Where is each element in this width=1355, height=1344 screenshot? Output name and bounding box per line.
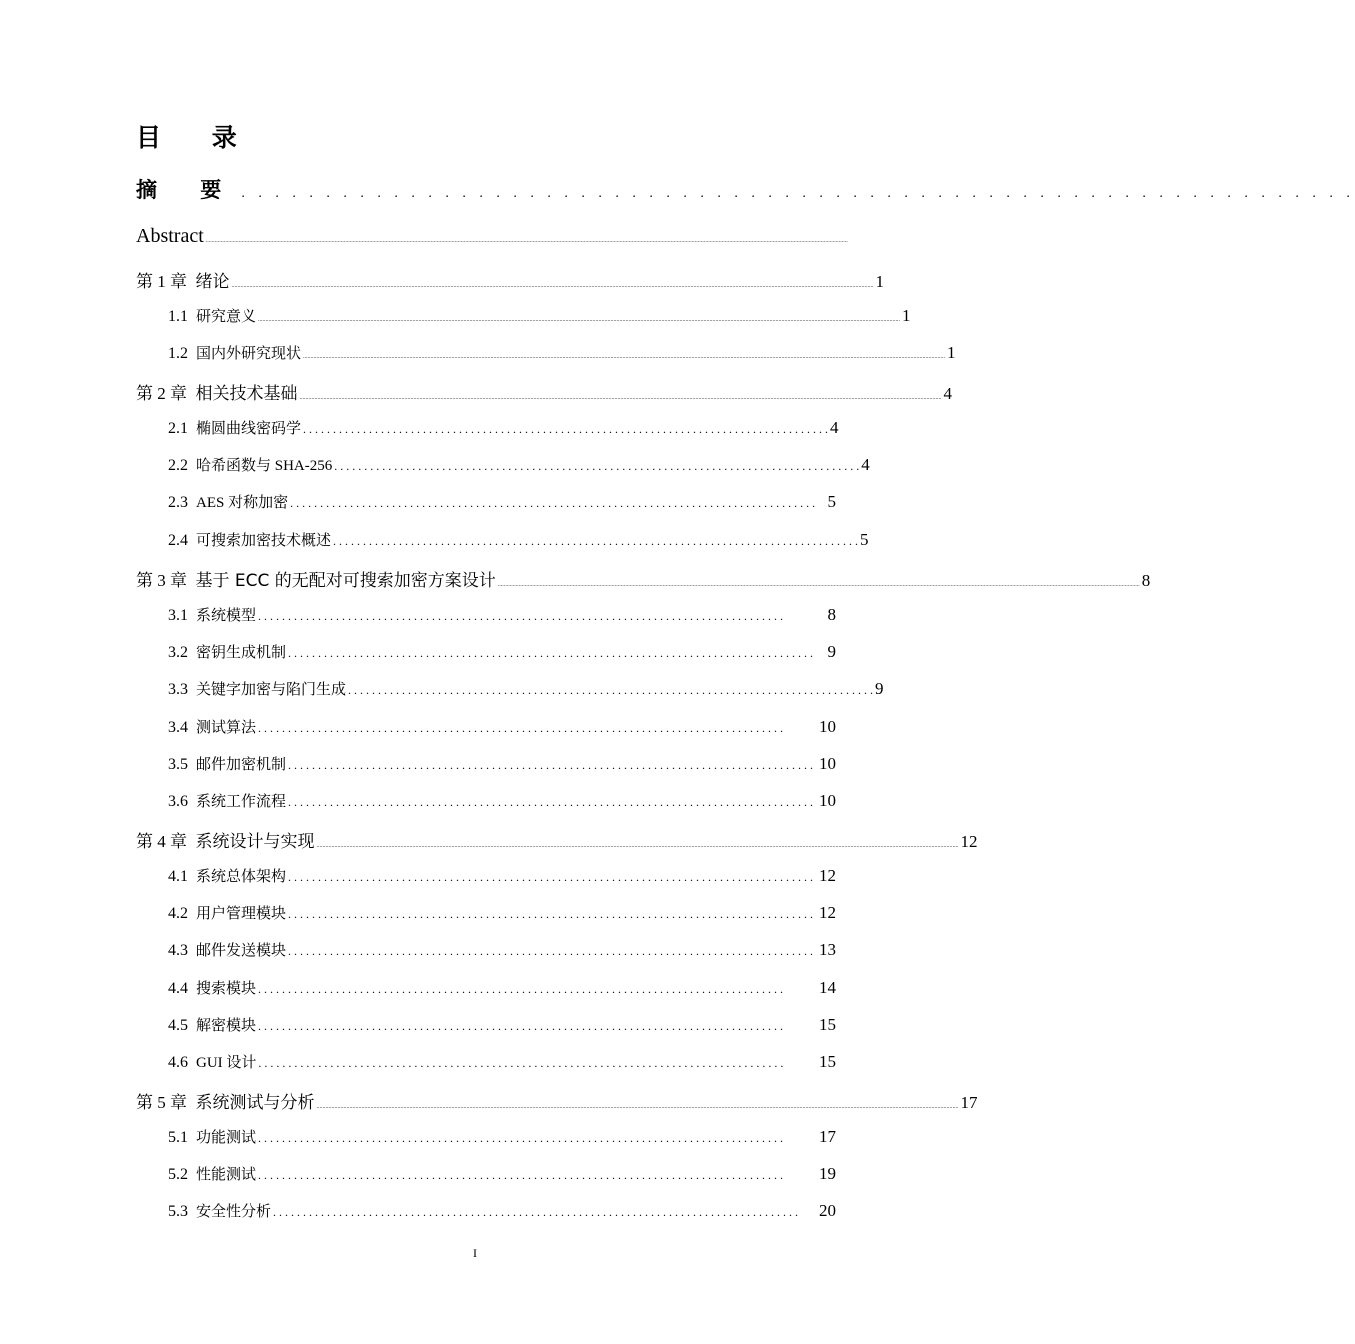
dot-leader: . . . . . . . . . . . . . . . . . . . . . . . . . . . . . . . . . . . . . . . . . . . . . . . . . . . . . . . . . . . . . . . . . . . . . . . . . . . . . . . . . . . . . . . . xyxy=(258,1019,784,1033)
page-number: 1 xyxy=(902,306,911,325)
page-number: 13 xyxy=(819,940,836,959)
section-number: 5.1 xyxy=(168,1129,188,1146)
dot-leader: ............................................................................................................................................................................................................................................................................................................................................................................................................................................ xyxy=(299,395,942,401)
section-number: 3.1 xyxy=(168,607,188,624)
section-number: 3.5 xyxy=(168,756,188,773)
dot-leader: . . . . . . . . . . . . . . . . . . . . . . . . . . . . . . . . . . . . . . . . . . . . . . . . . . . . . . . . . . . . . . . . . . . . . . . . . . . . . . . . . . . . . . . . xyxy=(258,1056,784,1070)
section-number: 1.2 xyxy=(168,345,188,362)
section-title: AES 对称加密 xyxy=(196,495,289,511)
page-number: 12 xyxy=(819,866,836,885)
page-number: 10 xyxy=(819,754,836,773)
chapter-number: 第 1 章 xyxy=(136,272,187,291)
page-number: 17 xyxy=(819,1127,836,1146)
section-number: 4.3 xyxy=(168,942,188,959)
chapter-number: 第 4 章 xyxy=(136,832,187,851)
section-number: 3.6 xyxy=(168,793,188,810)
toc-entry-section-3-6[interactable] xyxy=(168,790,836,820)
page-number: 9 xyxy=(875,679,884,698)
toc-entry-section-4-4[interactable] xyxy=(168,977,836,1007)
section-title: GUI 设计 xyxy=(196,1055,257,1071)
section-title: 椭圆曲线密码学 xyxy=(196,421,302,437)
section-number: 4.4 xyxy=(168,980,188,997)
dot-leader: . . . . . . . . . . . . . . . . . . . . . . . . . . . . . . . . . . . . . . . . . . . . . . . . . . . . . . . . . . . . . . . . . . . . . . . . . . . . . . . . . . . . . . . . xyxy=(258,721,784,735)
toc-entry-section-1-1[interactable] xyxy=(168,305,911,335)
toc-entry-section-5-1[interactable] xyxy=(168,1126,836,1156)
page-number: 5 xyxy=(860,530,869,549)
page-number: 4 xyxy=(830,418,839,437)
toc-entry-section-1-2[interactable] xyxy=(168,342,956,372)
dot-leader: . . . . . . . . . . . . . . . . . . . . . . . . . . . . . . . . . . . . . . . . . . . . . . . . . . . . . . . . . . . . . . . . . . . . . . . . . . . . . . . . . . . . . . . . xyxy=(333,534,859,548)
dot-leader: . . . . . . . . . . . . . . . . . . . . . . . . . . . . . . . . . . . . . . . . . . . . . . . . . . . . . . . . . . . . . . . . . . . . . . . . . . . . . . . . . . . . . . . . xyxy=(258,1168,784,1182)
dot-leader: ............................................................................................................................................................................................................................................................................................................................................................................................................................................ xyxy=(497,582,1140,588)
dot-leader: . . . . . . . . . . . . . . . . . . . . . . . . . . . . . . . . . . . . . . . . . . . . . . . . . . . . . . . . . . . . . . . . . . . . . . . . . . . . . . . . . . . . . . . . xyxy=(288,758,814,772)
chapter-number: 第 3 章 xyxy=(136,571,187,590)
toc-entry-section-3-2[interactable] xyxy=(168,641,836,671)
toc-entry-abstract-cn[interactable] xyxy=(136,174,1355,204)
toc-entry-section-4-5[interactable] xyxy=(168,1014,836,1044)
chapter-title: 相关技术基础 xyxy=(195,384,298,404)
dot-leader: ............................................................................................................................................................................................................................................................................................................................................................................................................................................ xyxy=(303,354,946,360)
dot-leader: . . . . . . . . . . . . . . . . . . . . . . . . . . . . . . . . . . . . . . . . . . . . . . . . . . . . . . . . . . . . . . . . . . . . . . . . . . . . . . . . . . . . . . . . xyxy=(258,1131,784,1145)
section-number: 4.1 xyxy=(168,868,188,885)
page-number: 9 xyxy=(827,642,836,661)
toc-entry-section-4-1[interactable] xyxy=(168,865,836,895)
toc-entry-section-4-2[interactable] xyxy=(168,902,836,932)
toc-entry-label: 摘 要 xyxy=(136,178,240,202)
section-title: 性能测试 xyxy=(196,1167,257,1183)
section-number: 5.2 xyxy=(168,1166,188,1183)
toc-entry-section-2-4[interactable] xyxy=(168,529,869,559)
page-number: 15 xyxy=(819,1052,836,1071)
dot-leader: . . . . . . . . . . . . . . . . . . . . . . . . . . . . . . . . . . . . . . . . . . . . . . . . . . . . . . . . . . . . . . . . . . . . . . . . . . . . . . . . . . . . . . . . xyxy=(290,496,816,510)
section-number: 3.4 xyxy=(168,719,188,736)
section-title: 关键字加密与陷门生成 xyxy=(196,682,347,698)
chapter-title: 基于 ECC 的无配对可搜索加密方案设计 xyxy=(195,571,496,591)
toc-entry-chapter-1[interactable] xyxy=(136,267,884,297)
chapter-title: 绪论 xyxy=(195,272,230,292)
dot-leader: . . . . . . . . . . . . . . . . . . . . . . . . . . . . . . . . . . . . . . . . . . . . . . . . . . . . . . . . . . . . . . . . . . . . . . . . . . . . . . . . . . . . . . . . xyxy=(273,1205,799,1219)
page-number: 4 xyxy=(861,455,870,474)
toc-entry-section-4-3[interactable] xyxy=(168,939,836,969)
dot-leader: . . . . . . . . . . . . . . . . . . . . . . . . . . . . . . . . . . . . . . . . . . . . . . . . . . . . . . . . . . . . . . . . . . . . . . . . . . . . . . . . . . . . . . . . xyxy=(303,422,829,436)
page-number: 8 xyxy=(827,605,836,624)
toc-entry-section-2-2[interactable] xyxy=(168,454,870,484)
toc-entry-section-5-2[interactable] xyxy=(168,1163,836,1193)
section-number: 2.2 xyxy=(168,457,188,474)
dot-leader: . . . . . . . . . . . . . . . . . . . . . . . . . . . . . . . . . . . . . . . . . . . . . . . . . . . . . . . . . . . . . . . . . . . . . . . . . . . . . . . . . . . . . . . . xyxy=(288,646,814,660)
page-footer-number: I xyxy=(473,1246,477,1260)
chapter-title: 系统测试与分析 xyxy=(195,1093,315,1113)
toc-entry-section-3-5[interactable] xyxy=(168,753,836,783)
section-number: 2.1 xyxy=(168,420,188,437)
dot-leader: ............................................................................................................................................................................................................................................................................................................................................................................................................................................ xyxy=(231,283,874,289)
dot-leader: . . . . . . . . . . . . . . . . . . . . . . . . . . . . . . . . . . . . . . . . . . . . . . . . . . . . . . . . . . . . . . . . . . . . . . . . . . . . . . . . . . . . . . . . xyxy=(258,982,784,996)
section-number: 4.5 xyxy=(168,1017,188,1034)
section-title: 测试算法 xyxy=(196,720,257,736)
section-number: 3.3 xyxy=(168,681,188,698)
chapter-number: 第 2 章 xyxy=(136,384,187,403)
toc-entry-section-3-4[interactable] xyxy=(168,716,836,746)
page-number: 12 xyxy=(819,903,836,922)
dot-leader: ............................................................................................................................................................................................................................................................................................................................................................................................................................................ xyxy=(258,317,901,323)
section-title: 哈希函数与 SHA-256 xyxy=(196,458,333,474)
page-number: 1 xyxy=(875,272,884,291)
page-number: 10 xyxy=(819,717,836,736)
section-title: 可搜索加密技术概述 xyxy=(196,533,332,549)
dot-leader: ............................................................................................................................................................................................................................................................................................................................................................................................................................................ xyxy=(316,1104,959,1110)
dot-leader: . . . . . . . . . . . . . . . . . . . . . . . . . . . . . . . . . . . . . . . . . . . . . . . . . . . . . . . . . . . . . . . . . . xyxy=(241,186,1355,201)
page-number: 1 xyxy=(947,343,956,362)
toc-entry-label: Abstract xyxy=(136,225,204,247)
toc-entry-section-4-6[interactable] xyxy=(168,1051,836,1081)
toc-entry-section-3-3[interactable] xyxy=(168,678,884,708)
section-number: 2.3 xyxy=(168,494,188,511)
chapter-title: 系统设计与实现 xyxy=(195,832,315,852)
section-title: 搜索模块 xyxy=(196,981,257,997)
page-number: 5 xyxy=(827,492,836,511)
section-title: 邮件加密机制 xyxy=(196,757,287,773)
page-number: 20 xyxy=(819,1201,836,1220)
toc-entry-chapter-5[interactable] xyxy=(136,1088,978,1118)
section-number: 5.3 xyxy=(168,1203,188,1220)
dot-leader: . . . . . . . . . . . . . . . . . . . . . . . . . . . . . . . . . . . . . . . . . . . . . . . . . . . . . . . . . . . . . . . . . . . . . . . . . . . . . . . . . . . . . . . . xyxy=(288,907,814,921)
toc-entry-section-2-1[interactable] xyxy=(168,417,839,447)
page-number: 10 xyxy=(819,791,836,810)
section-title: 系统工作流程 xyxy=(196,794,287,810)
page-number: 15 xyxy=(819,1015,836,1034)
section-title: 研究意义 xyxy=(196,309,257,325)
section-title: 系统总体架构 xyxy=(196,869,287,885)
page-number: 17 xyxy=(960,1093,978,1112)
page-number: 4 xyxy=(943,384,952,403)
section-number: 1.1 xyxy=(168,308,188,325)
toc-entry-abstract-en[interactable] xyxy=(136,225,848,255)
toc-entry-chapter-4[interactable] xyxy=(136,827,978,857)
section-title: 邮件发送模块 xyxy=(196,943,287,959)
toc-entry-section-3-1[interactable] xyxy=(168,604,836,634)
dot-leader: . . . . . . . . . . . . . . . . . . . . . . . . . . . . . . . . . . . . . . . . . . . . . . . . . . . . . . . . . . . . . . . . . . . . . . . . . . . . . . . . . . . . . . . . xyxy=(288,870,814,884)
dot-leader: . . . . . . . . . . . . . . . . . . . . . . . . . . . . . . . . . . . . . . . . . . . . . . . . . . . . . . . . . . . . . . . . . . . . . . . . . . . . . . . . . . . . . . . . xyxy=(288,944,814,958)
dot-leader: ............................................................................................................................................................................................................................................................................................................................................................................................................................................ xyxy=(316,843,959,849)
section-number: 4.2 xyxy=(168,905,188,922)
section-title: 密钥生成机制 xyxy=(196,645,287,661)
section-number: 3.2 xyxy=(168,644,188,661)
toc-entry-chapter-2[interactable] xyxy=(136,379,952,409)
section-title: 用户管理模块 xyxy=(196,906,287,922)
section-title: 国内外研究现状 xyxy=(196,346,302,362)
page-number: 8 xyxy=(1141,571,1151,590)
page-number: 19 xyxy=(819,1164,836,1183)
dot-leader: ............................................................................................................................................................................................................................................................................................................................................................................................................................................ xyxy=(205,238,848,244)
dot-leader: . . . . . . . . . . . . . . . . . . . . . . . . . . . . . . . . . . . . . . . . . . . . . . . . . . . . . . . . . . . . . . . . . . . . . . . . . . . . . . . . . . . . . . . . xyxy=(348,683,874,697)
section-title: 系统模型 xyxy=(196,608,257,624)
toc-entry-section-5-3[interactable] xyxy=(168,1200,836,1230)
page-number: 12 xyxy=(960,832,978,851)
toc-title: 目 录 xyxy=(136,123,258,152)
section-number: 4.6 xyxy=(168,1054,188,1071)
section-title: 解密模块 xyxy=(196,1018,257,1034)
section-number: 2.4 xyxy=(168,532,188,549)
dot-leader: . . . . . . . . . . . . . . . . . . . . . . . . . . . . . . . . . . . . . . . . . . . . . . . . . . . . . . . . . . . . . . . . . . . . . . . . . . . . . . . . . . . . . . . . xyxy=(334,459,860,473)
page-number: 14 xyxy=(819,978,836,997)
chapter-number: 第 5 章 xyxy=(136,1093,187,1112)
section-title: 功能测试 xyxy=(196,1130,257,1146)
dot-leader: . . . . . . . . . . . . . . . . . . . . . . . . . . . . . . . . . . . . . . . . . . . . . . . . . . . . . . . . . . . . . . . . . . . . . . . . . . . . . . . . . . . . . . . . xyxy=(288,795,814,809)
toc-entry-chapter-3[interactable] xyxy=(136,566,1151,596)
dot-leader: . . . . . . . . . . . . . . . . . . . . . . . . . . . . . . . . . . . . . . . . . . . . . . . . . . . . . . . . . . . . . . . . . . . . . . . . . . . . . . . . . . . . . . . . xyxy=(258,609,784,623)
toc-entry-section-2-3[interactable] xyxy=(168,491,836,521)
section-title: 安全性分析 xyxy=(196,1204,272,1220)
